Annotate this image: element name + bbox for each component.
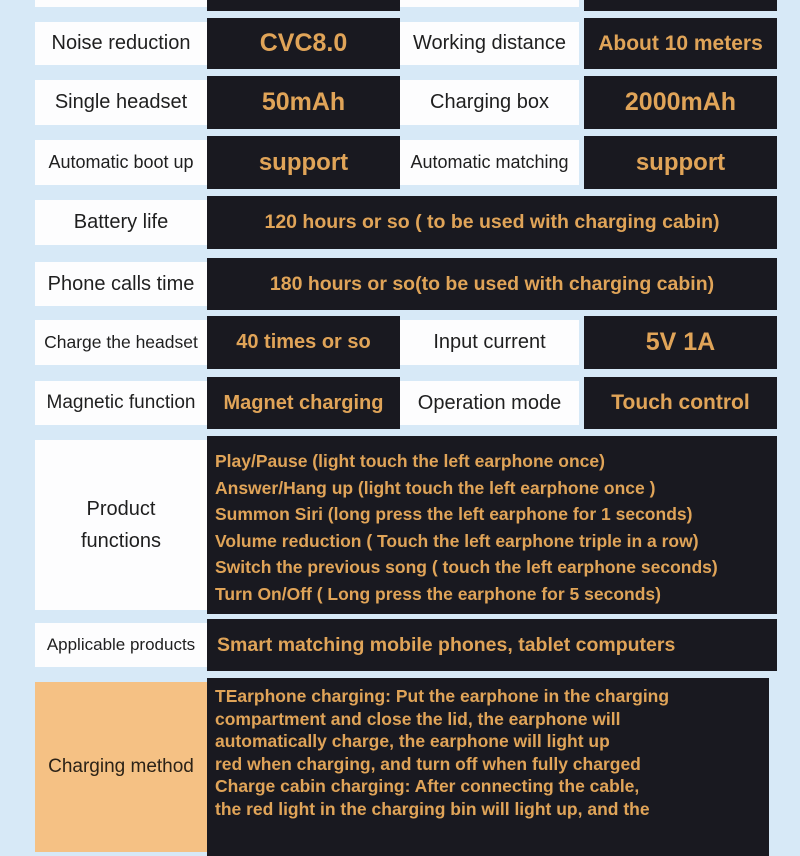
spec-label-noise-reduction: Noise reduction: [35, 22, 207, 65]
spec-row-top-partial: [35, 0, 777, 7]
spec-row-noise-reduction: [35, 22, 777, 65]
spec-value-working-distance: About 10 meters: [584, 18, 777, 69]
spec-label-automatic-matching: Automatic matching: [400, 140, 579, 185]
spec-label-input-current: Input current: [400, 320, 579, 365]
product-functions-label-line2: functions: [80, 530, 162, 552]
spec-row-product-functions: [35, 440, 777, 610]
function-answer-hang-up: Answer/Hang up (light touch the left earphone once ): [215, 477, 656, 498]
spec-value-input-current: 5V 1A: [584, 316, 777, 369]
spec-value-automatic-boot-up: support: [207, 136, 400, 189]
spec-row-magnetic-operation: [35, 381, 777, 425]
spec-value-battery-life: 120 hours or so ( to be used with charging cabin): [207, 196, 777, 249]
spec-value-noise-reduction: CVC8.0: [207, 18, 400, 69]
spec-value-applicable-products: Smart matching mobile phones, tablet computers: [207, 619, 777, 671]
spec-value-charge-the-headset: 40 times or so: [207, 316, 400, 369]
spec-label-applicable-products: Applicable products: [35, 623, 207, 667]
spec-row-battery-capacity: [35, 80, 777, 125]
spec-row-applicable-products: [35, 623, 777, 667]
spec-value-operation-mode: Touch control: [584, 377, 777, 429]
spec-label-charge-the-headset: Charge the headset: [35, 320, 207, 365]
spec-value-product-functions: [207, 436, 777, 614]
spec-row-battery-life: [35, 200, 777, 245]
spec-label-operation-mode: Operation mode: [400, 381, 579, 425]
function-summon-siri: Summon Siri (long press the left earphone for 1 seconds): [215, 504, 693, 524]
spec-value-single-headset: 50mAh: [207, 76, 400, 129]
function-play-pause: Play/Pause (light touch the left earphone once): [215, 451, 605, 471]
spec-row-charge-input: [35, 320, 777, 365]
charging-method-line-6: the red light in the charging bin will light up, and the: [215, 798, 650, 819]
spec-label-charging-box: Charging box: [400, 80, 579, 125]
function-volume-reduction: Volume reduction ( Touch the left earphone triple in a row): [215, 530, 699, 551]
function-turn-on-off: Turn On/Off ( Long press the earphone for 5 seconds): [215, 583, 661, 604]
spec-label-charging-method: Charging method: [35, 682, 207, 852]
charging-method-line-1: TEarphone charging: Put the earphone in the charging: [215, 686, 670, 706]
spec-value-top-right: [584, 0, 777, 11]
spec-value-charging-method: [207, 678, 769, 856]
spec-label-battery-life: Battery life: [35, 200, 207, 245]
spec-label-automatic-boot-up: Automatic boot up: [35, 140, 207, 185]
spec-label-single-headset: Single headset: [35, 80, 207, 125]
spec-value-magnetic-function: Magnet charging: [207, 377, 400, 429]
spec-value-phone-calls-time: 180 hours or so(to be used with charging cabin): [207, 258, 777, 310]
spec-label-working-distance: Working distance: [400, 22, 579, 65]
spec-label-phone-calls-time: Phone calls time: [35, 262, 207, 306]
spec-label-top-left: [35, 0, 207, 7]
spec-label-magnetic-function: Magnetic function: [35, 381, 207, 425]
spec-value-automatic-matching: support: [584, 136, 777, 189]
spec-row-automatic: [35, 140, 777, 185]
spec-value-top-left: [207, 0, 400, 11]
charging-method-line-4: red when charging, and turn off when fully charged: [215, 753, 641, 774]
spec-label-top-right: [400, 0, 579, 7]
spec-label-product-functions: [35, 440, 207, 610]
spec-row-phone-calls-time: [35, 262, 777, 306]
function-switch-previous-song: Switch the previous song ( touch the left earphone seconds): [215, 557, 718, 577]
charging-method-line-2: compartment and close the lid, the earphone will: [215, 708, 621, 729]
spec-value-charging-box: 2000mAh: [584, 76, 777, 129]
spec-row-charging-method: [35, 682, 777, 852]
charging-method-line-5: Charge cabin charging: After connecting the cable,: [215, 776, 640, 796]
charging-method-line-3: automatically charge, the earphone will light up: [215, 731, 610, 751]
product-functions-label-line1: Product: [86, 498, 156, 520]
